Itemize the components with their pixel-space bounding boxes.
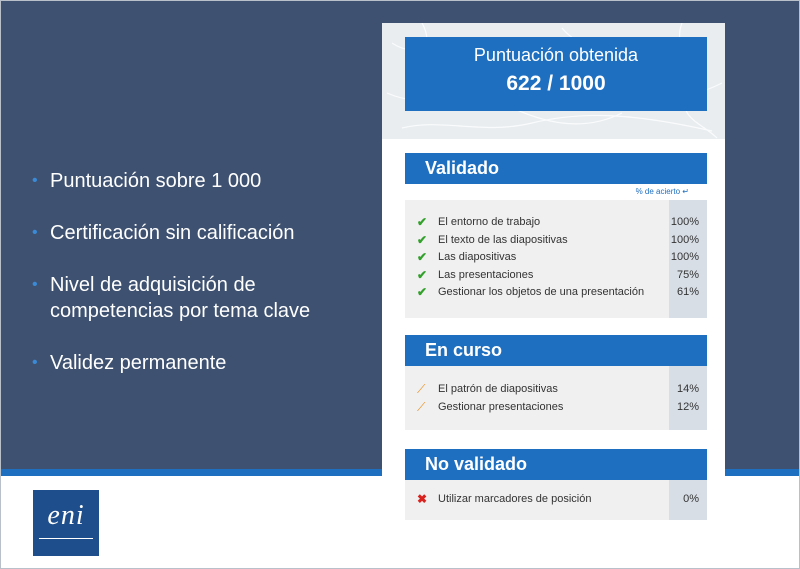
item-percent: 14% (676, 383, 699, 395)
bullet-icon: • (32, 276, 38, 293)
bullet-icon: • (32, 172, 38, 189)
item-percent: 100% (670, 216, 699, 228)
trend-up-icon: ⟋ (417, 382, 426, 396)
item-percent: 61% (676, 286, 699, 298)
list-item (405, 284, 707, 302)
list-item (405, 381, 707, 399)
item-label: Las diapositivas (438, 251, 517, 263)
trend-up-icon: ⟋ (417, 399, 426, 414)
column-header-label: % de acierto (635, 187, 681, 196)
section-no-validado (405, 449, 707, 520)
feature-list (30, 168, 350, 402)
bullet-icon: • (32, 224, 38, 241)
item-percent: 100% (670, 233, 699, 246)
item-label: Utilizar marcadores de posición (438, 493, 592, 505)
check-icon: ✔ (417, 232, 428, 247)
feature-item (30, 272, 350, 324)
section-body (405, 480, 707, 520)
check-icon: ✔ (417, 285, 428, 299)
feature-text: Validez permanente (50, 352, 227, 374)
item-percent: 75% (676, 268, 699, 281)
list-item (405, 214, 707, 232)
feature-item (30, 220, 350, 246)
list-item (405, 232, 707, 250)
section-title: Validado (405, 153, 707, 184)
item-label: Gestionar presentaciones (438, 400, 564, 413)
item-label: Gestionar los objetos de una presentación (438, 286, 645, 298)
bullet-icon: • (32, 354, 38, 371)
feature-item (30, 350, 350, 376)
item-label: Las presentaciones (438, 268, 534, 281)
section-en-curso (405, 335, 707, 430)
feature-text: Puntuación sobre 1 000 (50, 170, 262, 192)
results-panel (382, 23, 725, 537)
column-header-acierto (405, 184, 707, 200)
item-label: El patrón de diapositivas (438, 383, 558, 395)
feature-text: Nivel de adquisición de competencias por tema clave (50, 274, 311, 322)
item-percent: 12% (676, 400, 699, 413)
check-icon: ✔ (417, 215, 428, 229)
eni-logo (33, 490, 99, 556)
section-body (405, 366, 707, 430)
list-item (405, 491, 707, 509)
item-label: El entorno de trabajo (438, 216, 541, 228)
list-item (405, 249, 707, 267)
item-label: El texto de las diapositivas (438, 233, 568, 246)
score-title: Puntuación obtenida (473, 45, 639, 65)
feature-text: Certificación sin calificación (50, 222, 295, 244)
cross-icon: ✖ (417, 492, 428, 506)
section-body (405, 200, 707, 318)
item-percent: 100% (670, 251, 699, 263)
check-icon: ✔ (417, 267, 428, 282)
feature-item (30, 168, 350, 194)
list-item (405, 399, 707, 417)
section-validado (405, 153, 707, 318)
score-box (405, 37, 707, 111)
logo-text: eni (47, 500, 85, 531)
check-icon: ✔ (417, 250, 428, 264)
list-item (405, 267, 707, 285)
score-value: 622 / 1000 (506, 72, 606, 95)
logo-underline (39, 538, 93, 539)
section-title: No validado (405, 449, 707, 480)
section-title: En curso (405, 335, 707, 366)
corner-arrow-icon: ↵ (682, 187, 689, 196)
item-percent: 0% (683, 493, 699, 505)
